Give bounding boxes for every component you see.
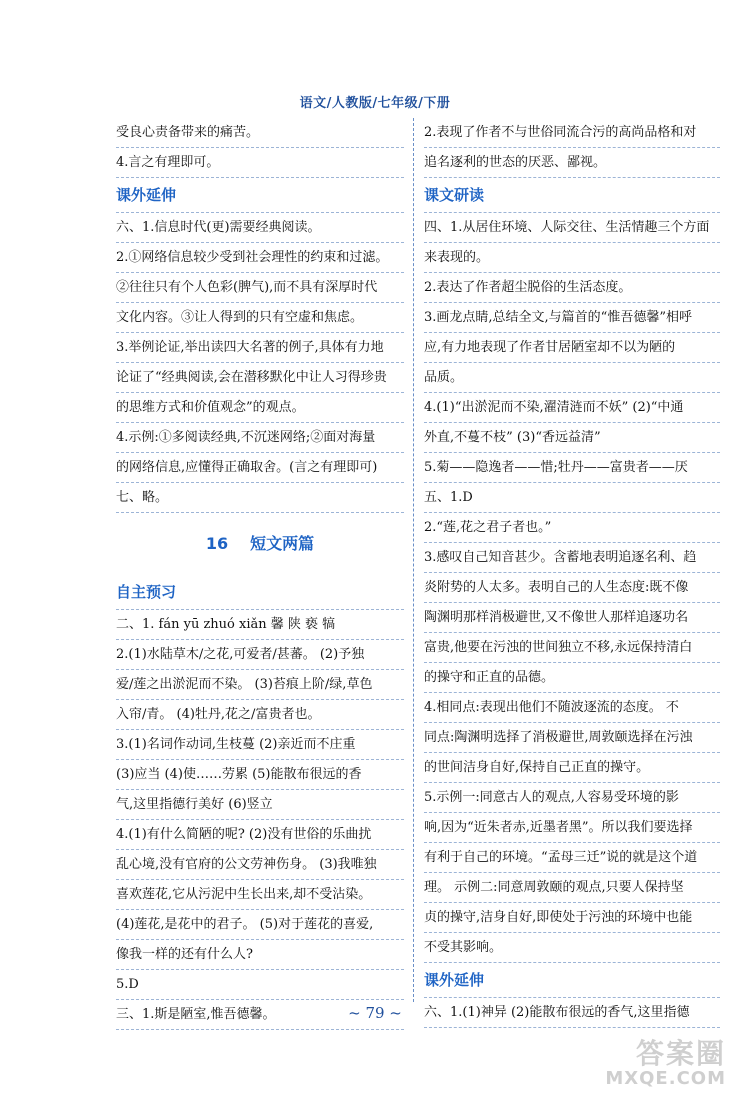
answer-line: 来表现的。 xyxy=(424,243,720,273)
answer-line: 的操守和正直的品德。 xyxy=(424,663,720,693)
answer-line: 2.①网络信息较少受到社会理性的约束和过滤。 xyxy=(116,243,404,273)
answer-line: 理。 示例二:同意周敦颐的观点,只要人保持坚 xyxy=(424,873,720,903)
right-column xyxy=(424,118,720,1028)
answer-line: 有利于自己的环境。“孟母三迁”说的就是这个道 xyxy=(424,843,720,873)
answer-line: 五、1.D xyxy=(424,483,720,513)
answer-line: (4)莲花,是花中的君子。 (5)对于莲花的喜爱, xyxy=(116,910,404,940)
preview-block xyxy=(116,610,404,1030)
answer-line: 喜欢莲花,它从污泥中生长出来,却不受沾染。 xyxy=(116,880,404,910)
column-divider xyxy=(413,118,414,1002)
lesson-title xyxy=(116,513,404,575)
answer-line: 四、1.从居住环境、人际交往、生活情趣三个方面 xyxy=(424,213,720,243)
section-heading-preview: 自主预习 xyxy=(116,575,404,610)
answer-line: 爱/莲之出淤泥而不染。 (3)苔痕上阶/绿,草色 xyxy=(116,670,404,700)
answer-line: 炎附势的人太多。表明自己的人生态度:既不像 xyxy=(424,573,720,603)
answer-line: 的世间洁身自好,保持自己正直的操守。 xyxy=(424,753,720,783)
answer-line: 七、略。 xyxy=(116,483,404,513)
answer-line: 贞的操守,洁身自好,即使处于污浊的环境中也能 xyxy=(424,903,720,933)
answer-line: 陶渊明那样消极避世,又不像世人那样追逐功名 xyxy=(424,603,720,633)
answer-line: 2.表现了作者不与世俗同流合污的高尚品格和对 xyxy=(424,118,720,148)
answer-line: 外直,不蔓不枝” (3)“香远益清” xyxy=(424,423,720,453)
answer-line: 不受其影响。 xyxy=(424,933,720,963)
answer-line: 三、1.斯是陋室,惟吾德馨。 xyxy=(116,1000,404,1030)
section-heading-study: 课文研读 xyxy=(424,178,720,213)
answer-line: 富贵,他要在污浊的世间独立不移,永远保持清白 xyxy=(424,633,720,663)
answer-line: 3.(1)名词作动词,生枝蔓 (2)亲近而不庄重 xyxy=(116,730,404,760)
answer-line: 应,有力地表现了作者甘居陋室却不以为陋的 xyxy=(424,333,720,363)
section-heading-extension: 课外延伸 xyxy=(116,178,404,213)
left-top-block xyxy=(116,118,404,178)
watermark-url: MXQE.COM xyxy=(605,1068,726,1089)
lesson-number: 16 xyxy=(205,534,229,553)
answer-line: 5.菊——隐逸者——惜;牡丹——富贵者——厌 xyxy=(424,453,720,483)
answer-line: 六、1.信息时代(更)需要经典阅读。 xyxy=(116,213,404,243)
watermark-text: 答案圈 xyxy=(635,1037,726,1070)
section-heading-extension-2: 课外延伸 xyxy=(424,963,720,998)
answer-line: 2.表达了作者超尘脱俗的生活态度。 xyxy=(424,273,720,303)
page-header: 语文/人教版/七年级/下册 xyxy=(299,96,451,111)
answer-line: 的思维方式和价值观念”的观点。 xyxy=(116,393,404,423)
answer-line: 4.示例:①多阅读经典,不沉迷网络;②面对海量 xyxy=(116,423,404,453)
answer-line: 追名逐利的世态的厌恶、鄙视。 xyxy=(424,148,720,178)
lesson-name: 短文两篇 xyxy=(250,534,315,553)
answer-line: 2.(1)水陆草木/之花,可爱者/甚蕃。 (2)予独 xyxy=(116,640,404,670)
answer-line: 2.“莲,花之君子者也。” xyxy=(424,513,720,543)
answer-line: 4.相同点:表现出他们不随波逐流的态度。 不 xyxy=(424,693,720,723)
answer-line: 受良心责备带来的痛苦。 xyxy=(116,118,404,148)
left-column xyxy=(116,118,404,1030)
answer-line: 5.D xyxy=(116,970,404,1000)
answer-line: (3)应当 (4)使……劳累 (5)能散布很远的香 xyxy=(116,760,404,790)
answer-line: 3.画龙点睛,总结全文,与篇首的“惟吾德馨”相呼 xyxy=(424,303,720,333)
answer-line: 入帘/青。 (4)牡丹,花之/富贵者也。 xyxy=(116,700,404,730)
right-top-block xyxy=(424,118,720,178)
answer-line: 5.示例一:同意古人的观点,人容易受环境的影 xyxy=(424,783,720,813)
extension-block xyxy=(116,213,404,513)
answer-line: 二、1. fán yū zhuó xiǎn 馨 陕 亵 犒 xyxy=(116,610,404,640)
answer-line: 文化内容。③让人得到的只有空虚和焦虑。 xyxy=(116,303,404,333)
answer-line: 4.(1)“出淤泥而不染,濯清涟而不妖” (2)“中通 xyxy=(424,393,720,423)
answer-line: 像我一样的还有什么人? xyxy=(116,940,404,970)
answer-line: 同点:陶渊明选择了消极避世,周敦颐选择在污浊 xyxy=(424,723,720,753)
answer-line: 品质。 xyxy=(424,363,720,393)
answer-line: 4.(1)有什么简陋的呢? (2)没有世俗的乐曲扰 xyxy=(116,820,404,850)
answer-line: 3.感叹自己知音甚少。含蓄地表明追逐名利、趋 xyxy=(424,543,720,573)
answer-line: 的网络信息,应懂得正确取舍。(言之有理即可) xyxy=(116,453,404,483)
answer-line: 六、1.(1)神异 (2)能散布很远的香气,这里指德 xyxy=(424,998,720,1028)
answer-line: 3.举例论证,举出读四大名著的例子,具体有力地 xyxy=(116,333,404,363)
answer-line: 响,因为“近朱者赤,近墨者黑”。所以我们要选择 xyxy=(424,813,720,843)
answer-line: 论证了“经典阅读,会在潜移默化中让人习得珍贵 xyxy=(116,363,404,393)
watermark-logo xyxy=(605,1037,726,1089)
study-block xyxy=(424,213,720,963)
page-number: ~ 79 ~ xyxy=(348,1004,402,1022)
answer-line: ②往往只有个人色彩(脾气),而不具有深厚时代 xyxy=(116,273,404,303)
answer-line: 气,这里指德行美好 (6)竖立 xyxy=(116,790,404,820)
answer-line: 乱心境,没有官府的公文劳神伤身。 (3)我唯独 xyxy=(116,850,404,880)
answer-line: 4.言之有理即可。 xyxy=(116,148,404,178)
